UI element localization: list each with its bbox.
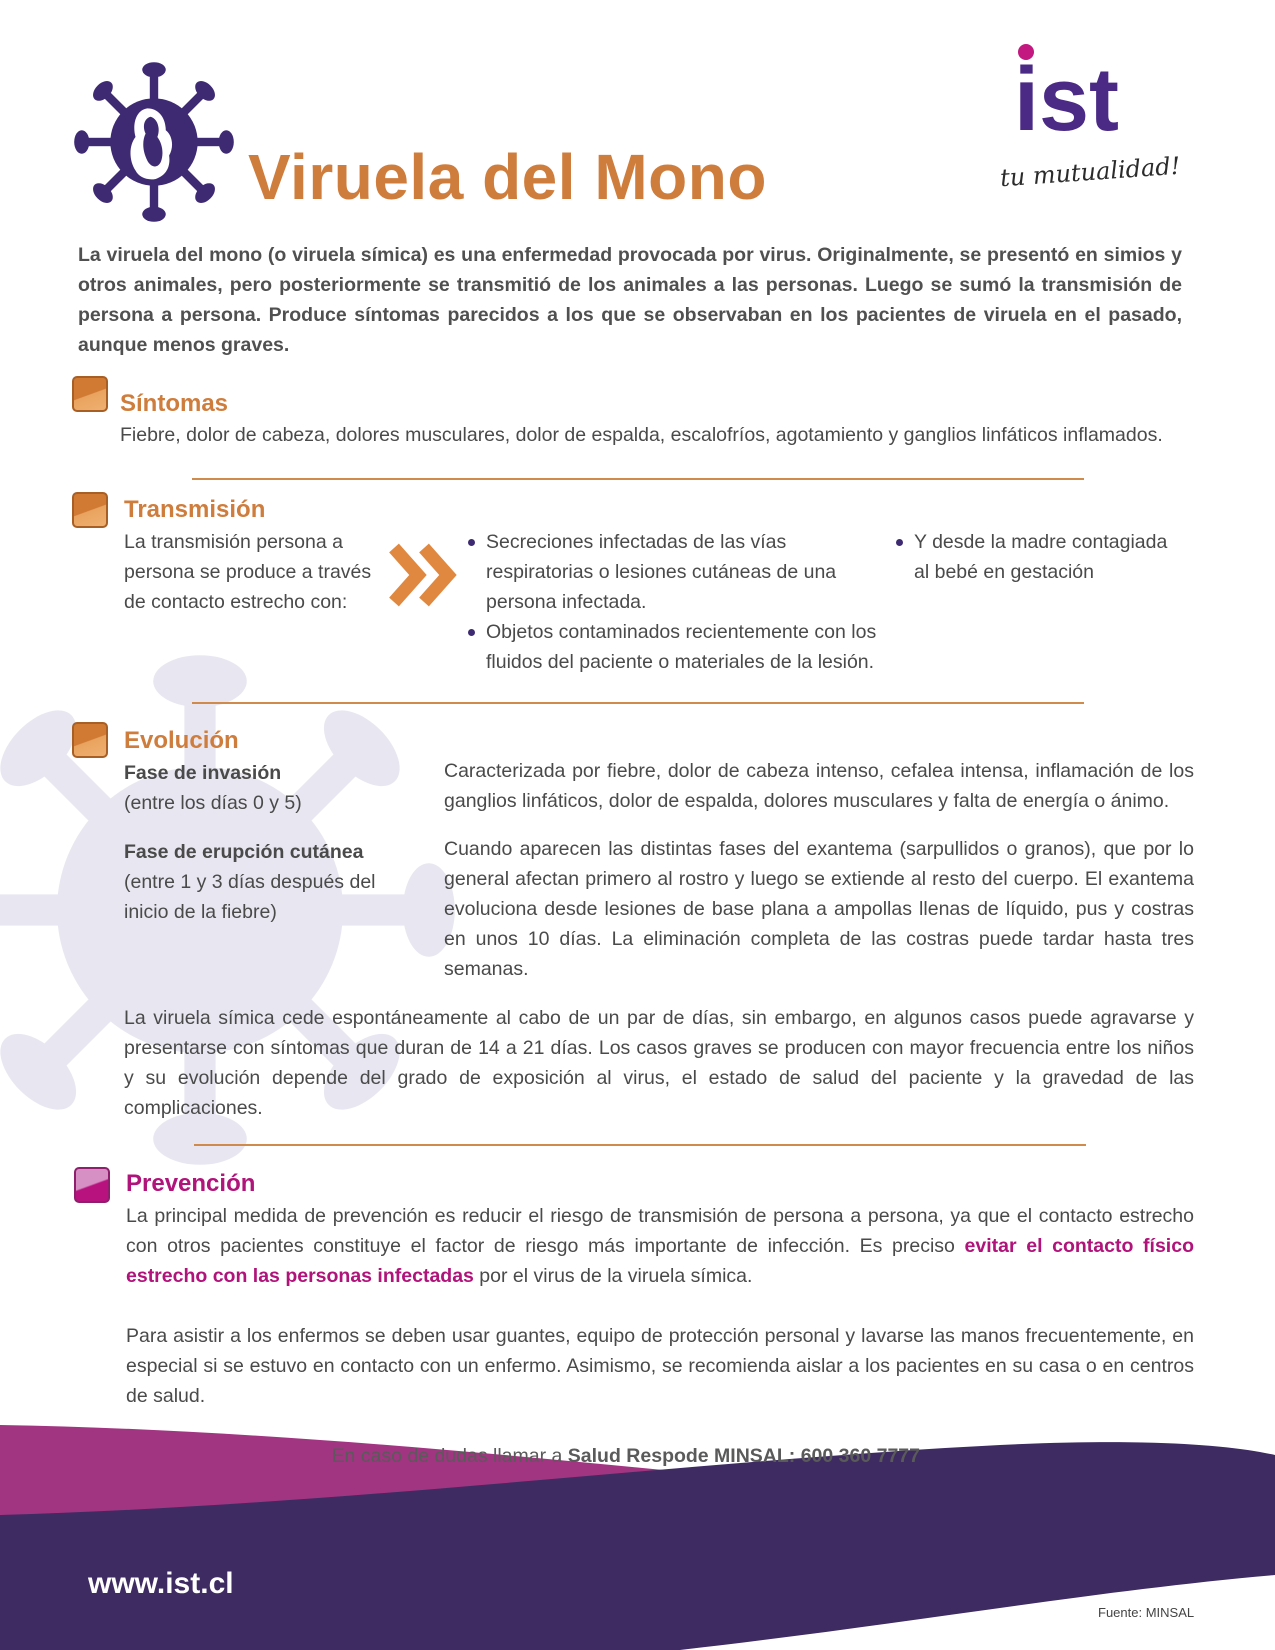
website-link[interactable]: www.ist.cl bbox=[88, 1567, 234, 1600]
section-title-transmision: Transmisión bbox=[124, 496, 266, 523]
section-title-sintomas: Síntomas bbox=[120, 390, 229, 417]
prevencion-text: La principal medida de prevención es reducir el riesgo de transmisión de persona a persona, ya que el contacto estrecho con otros pacientes constituye el factor de riesgo más importante de infección. Es preciso bbox=[126, 1205, 1194, 1257]
phase1-title: Fase de invasión bbox=[124, 762, 282, 784]
ist-logo bbox=[1014, 40, 1190, 150]
transmision-bullet-list bbox=[466, 527, 898, 677]
list-item: Y desde la madre contagiada al bebé en gestación bbox=[894, 527, 1184, 587]
prevencion-paragraph-2: Para asistir a los enfermos se deben usar guantes, equipo de protección personal y lavarse las manos frecuentemente, en especial si se estuvo en contacto con un enfermo. Asimismo, se recomienda aislar a los pacientes en su casa o en centros de salud. bbox=[126, 1325, 1194, 1407]
brand-slogan: tu mutualidad! bbox=[999, 151, 1182, 193]
divider bbox=[192, 478, 1084, 480]
source-note: Fuente: MINSAL bbox=[1098, 1605, 1195, 1620]
contact-phone[interactable]: Salud Respode MINSAL: 600 360 7777 bbox=[567, 1445, 920, 1467]
phase1-range: (entre los días 0 y 5) bbox=[124, 792, 302, 814]
brand-text: ist bbox=[1014, 50, 1120, 150]
section-title-evolucion: Evolución bbox=[124, 727, 239, 754]
section-marker-icon bbox=[72, 376, 108, 412]
sintomas-text: Fiebre, dolor de cabeza, dolores musculares, dolor de espalda, escalofríos, agotamiento y ganglios linfáticos inflamados. bbox=[120, 424, 1163, 446]
prevencion-text-end: por el virus de la viruela símica. bbox=[473, 1265, 753, 1287]
prevencion-highlight: evitar el contacto físico estrecho con las personas infectadas bbox=[126, 1235, 1194, 1287]
divider bbox=[192, 702, 1084, 704]
prevencion-paragraph-1 bbox=[126, 1201, 1194, 1291]
transmision-bullet-list-2 bbox=[894, 527, 1184, 587]
phase2-range: (entre 1 y 3 días después del inicio de la fiebre) bbox=[124, 871, 376, 923]
phase2-description: Cuando aparecen las distintas fases del exantema (sarpullidos o granos), que por lo general afectan primero al rostro y luego se extiende al resto del cuerpo. El exantema evoluciona desde lesiones de base plana a ampollas llenas de líquido, pus y costras en unos 10 días. La eliminación completa de las costras puede tardar hasta tres semanas. bbox=[444, 838, 1194, 980]
list-item: Objetos contaminados recientemente con los fluidos del paciente o materiales de la lesión. bbox=[466, 617, 898, 677]
divider bbox=[194, 1144, 1086, 1146]
section-marker-icon bbox=[72, 492, 108, 528]
section-marker-icon bbox=[72, 722, 108, 758]
transmision-intro: La transmisión persona a persona se produce a través de contacto estrecho con: bbox=[124, 531, 372, 613]
phase2-title: Fase de erupción cutánea bbox=[124, 841, 364, 863]
evolucion-summary: La viruela símica cede espontáneamente al cabo de un par de días, sin embargo, en algunos casos puede agravarse y presentarse con síntomas que duran de 14 a 21 días. Los casos graves se producen con mayor frecuencia entre los niños y su evolución depende del grado de exposición al virus, el estado de salud del paciente y la gravedad de las complicaciones. bbox=[124, 1007, 1194, 1119]
double-chevron-right-icon bbox=[388, 542, 460, 608]
section-marker-icon bbox=[74, 1167, 110, 1203]
intro-paragraph: La viruela del mono (o viruela símica) es una enfermedad provocada por virus. Originalmente, se presentó en simios y otros animales, pero posteriormente se transmitió de los animales a las personas. Luego se sumó la transmisión de persona a persona. Produce síntomas parecidos a los que se observaban en los pacientes de viruela en el pasado, aunque menos graves. bbox=[78, 244, 1182, 356]
list-item: Secreciones infectadas de las vías respiratorias o lesiones cutáneas de una persona infectada. bbox=[466, 527, 898, 617]
section-title-prevencion: Prevención bbox=[126, 1170, 256, 1197]
contact-prefix: En caso de dudas llamar a bbox=[331, 1445, 568, 1467]
phase1-description: Caracterizada por fiebre, dolor de cabeza intenso, cefalea intensa, inflamación de los ganglios linfáticos, dolor de espalda, dolores musculares y falta de energía o ánimo. bbox=[444, 760, 1194, 812]
contact-line bbox=[0, 1445, 920, 1468]
page-title: Viruela del Mono bbox=[248, 141, 767, 213]
virus-logo-icon bbox=[70, 58, 238, 226]
